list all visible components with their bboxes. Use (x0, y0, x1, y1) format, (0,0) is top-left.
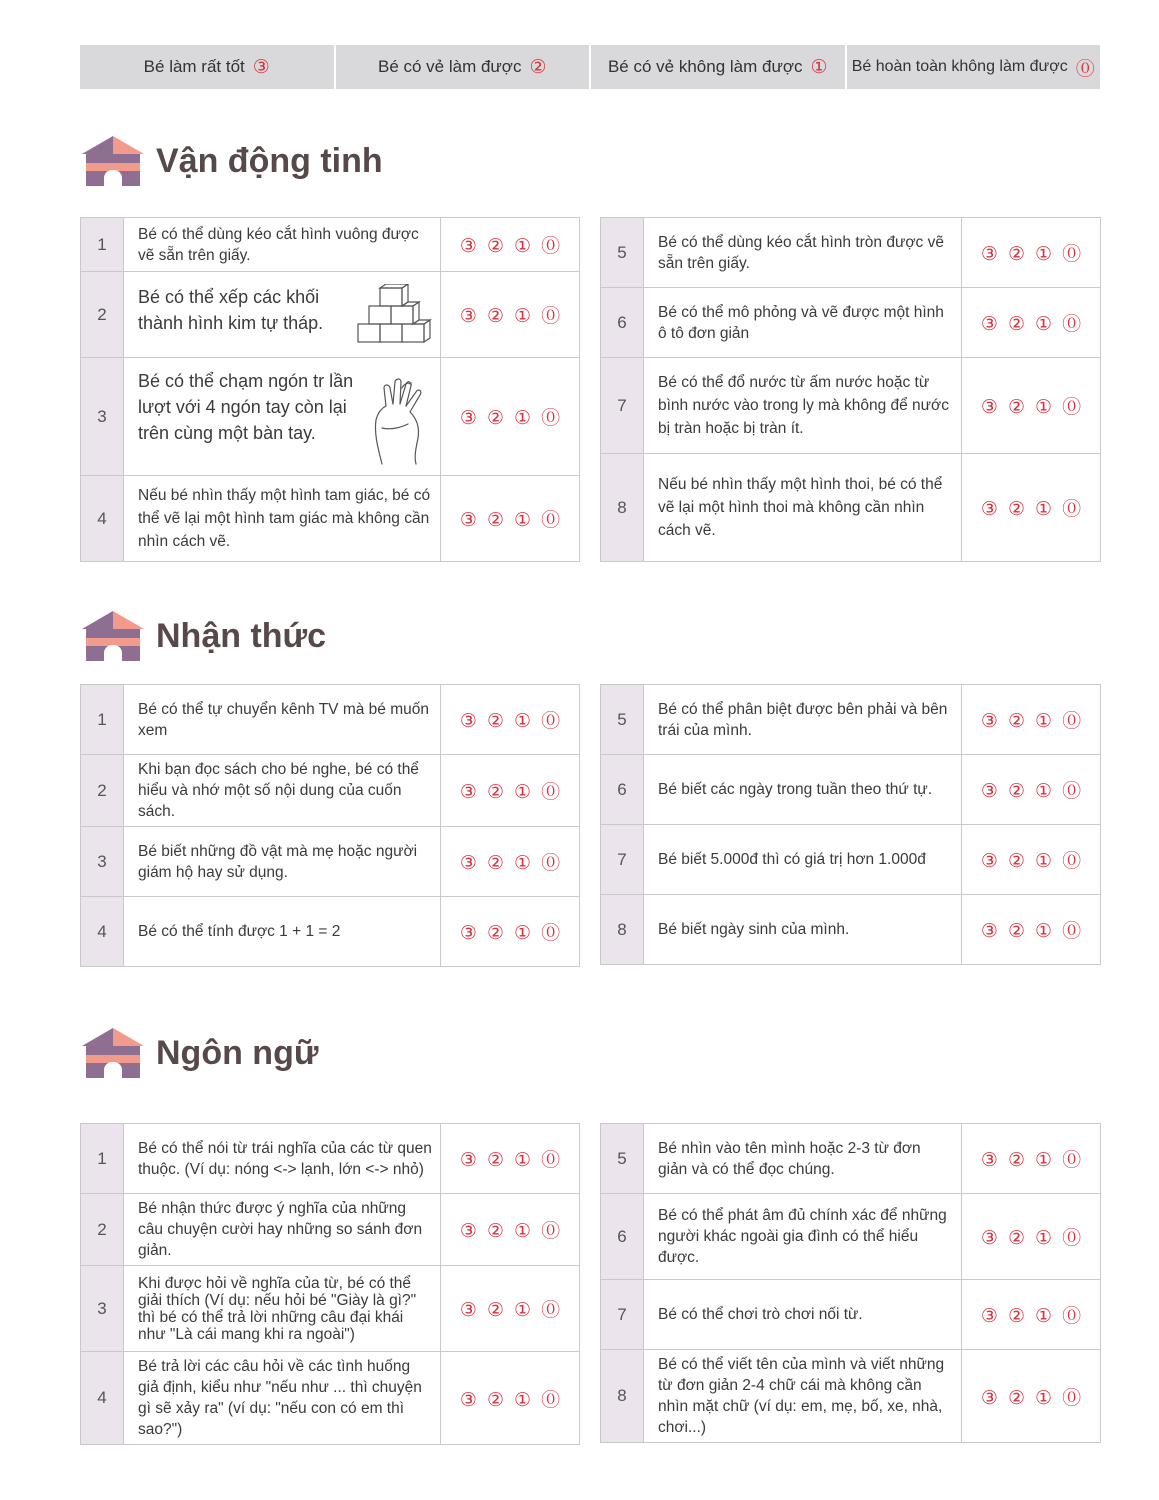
score-options[interactable] (962, 825, 1101, 895)
score-3-option[interactable]: ③ (980, 1306, 998, 1327)
item-number: 5 (601, 685, 644, 755)
score-3-option[interactable]: ③ (459, 510, 477, 531)
item-text: Bé có thể viết tên của mình và viết những từ đơn giản 2-4 chữ cái mà không cần nhìn mặt chữ (ví dụ: em, mẹ, bố, xe, nhà, chơi...) (644, 1350, 962, 1443)
table-row (81, 358, 580, 476)
legend-item-3: Bé làm rất tốt ③ (80, 45, 336, 89)
score-2-option[interactable]: ② (486, 853, 505, 874)
score-3-option[interactable]: ③ (980, 397, 998, 418)
score-0-option[interactable]: ⓪ (1062, 1228, 1082, 1249)
score-0-option[interactable]: ⓪ (1062, 781, 1082, 802)
table-row (601, 288, 1101, 358)
score-1-option[interactable]: ① (1035, 851, 1053, 872)
score-0-option[interactable]: ⓪ (1062, 711, 1082, 732)
score-3-option[interactable]: ③ (980, 1228, 998, 1249)
score-1-option[interactable]: ① (1035, 244, 1053, 265)
item-text: Bé biết 5.000đ thì có giá trị hơn 1.000đ (644, 825, 962, 895)
item-number: 7 (601, 358, 644, 454)
score-1-option[interactable]: ① (514, 510, 532, 531)
score-0-option[interactable]: ⓪ (1062, 499, 1082, 520)
section-heading-fine-motor (80, 131, 383, 191)
score-options[interactable] (441, 272, 580, 358)
cognition-table-right (600, 684, 1101, 965)
score-3-option[interactable]: ③ (980, 781, 998, 802)
section-heading-language (80, 1023, 318, 1083)
score-options[interactable] (441, 476, 580, 562)
table-row (601, 454, 1101, 562)
table-row (601, 218, 1101, 288)
item-text: Bé có thể xếp các khối thành hình kim tự tháp. (124, 272, 441, 358)
item-text: Khi bạn đọc sách cho bé nghe, bé có thể hiểu và nhớ một số nội dung của cuốn sách. (124, 755, 441, 827)
section-title: Vận động tinh (156, 141, 383, 180)
score-2-option[interactable]: ② (486, 510, 505, 531)
score-1-option[interactable]: ① (1035, 314, 1053, 335)
item-text: Bé nhận thức được ý nghĩa của những câu chuyện cười hay những so sánh đơn giản. (124, 1194, 441, 1266)
score-options[interactable] (962, 218, 1101, 288)
score-2-option[interactable]: ② (486, 923, 505, 944)
item-number: 6 (601, 288, 644, 358)
score-3-option[interactable]: ③ (980, 1387, 998, 1409)
item-number: 2 (81, 272, 124, 358)
table-row (601, 1280, 1101, 1350)
score-options[interactable] (962, 454, 1101, 562)
score-0-option[interactable]: ⓪ (1062, 1387, 1082, 1409)
score-options[interactable] (962, 288, 1101, 358)
item-text: Bé có thể phân biệt được bên phải và bên trái của mình. (644, 685, 962, 755)
house-icon (80, 134, 146, 188)
item-number: 7 (601, 1280, 644, 1350)
score-0-option[interactable]: ⓪ (1062, 1150, 1082, 1171)
house-icon (80, 609, 146, 663)
cognition-table-left (80, 684, 580, 967)
item-text: Nếu bé nhìn thấy một hình tam giác, bé có thể vẽ lại một hình tam giác mà không cần nhìn cách vẽ. (124, 476, 441, 562)
score-1-option[interactable]: ① (1035, 711, 1053, 732)
section-title: Nhận thức (156, 616, 327, 655)
score-0-option[interactable]: ⓪ (541, 1221, 561, 1242)
table-row (601, 358, 1101, 454)
score-1-option[interactable]: ① (1035, 1228, 1053, 1249)
score-options[interactable] (962, 1280, 1101, 1350)
item-number: 1 (81, 218, 124, 272)
item-number: 2 (81, 1194, 124, 1266)
score-1-option[interactable]: ① (514, 853, 532, 874)
score-3-option[interactable]: ③ (459, 408, 477, 429)
score-legend (80, 45, 1100, 89)
item-number: 6 (601, 1194, 644, 1280)
score-options[interactable] (441, 827, 580, 897)
item-text: Bé có thể tính được 1 + 1 = 2 (124, 897, 441, 967)
legend-item-1: Bé có vẻ không làm được ① (591, 45, 847, 89)
score-2-option[interactable]: ② (486, 236, 505, 257)
score-1-option[interactable]: ① (514, 1150, 532, 1171)
score-0-option[interactable]: ⓪ (1062, 244, 1082, 265)
item-number: 3 (81, 827, 124, 897)
score-1-option[interactable]: ① (1035, 499, 1053, 520)
table-row (81, 897, 580, 967)
score-3-option[interactable]: ③ (980, 244, 998, 265)
item-number: 4 (81, 897, 124, 967)
score-1-option[interactable]: ① (514, 711, 532, 732)
score-0-option[interactable]: ⓪ (541, 782, 561, 803)
score-0-option[interactable]: ⓪ (541, 853, 561, 874)
item-number: 8 (601, 895, 644, 965)
score-3-option[interactable]: ③ (980, 711, 998, 732)
score-0-option[interactable]: ⓪ (541, 510, 561, 531)
score-0-option[interactable]: ⓪ (541, 923, 561, 944)
score-3-option[interactable]: ③ (980, 499, 998, 520)
pyramid-blocks-icon (356, 284, 432, 346)
score-3-option[interactable]: ③ (459, 853, 477, 874)
item-text: Bé biết các ngày trong tuần theo thứ tự. (644, 755, 962, 825)
table-row (601, 1194, 1101, 1280)
score-0-option[interactable]: ⓪ (1062, 314, 1082, 335)
score-3-option[interactable]: ③ (459, 1150, 477, 1171)
score-options[interactable] (441, 755, 580, 827)
score-3-option[interactable]: ③ (459, 306, 477, 327)
score-0-option[interactable]: ⓪ (1062, 921, 1082, 942)
table-row (81, 1352, 580, 1445)
score-options[interactable] (441, 1124, 580, 1194)
score-2-option[interactable]: ② (1007, 499, 1026, 520)
item-number: 4 (81, 1352, 124, 1445)
score-0-option[interactable]: ⓪ (541, 1300, 561, 1321)
score-3-option[interactable]: ③ (459, 1221, 477, 1242)
score-options[interactable] (441, 218, 580, 272)
score-3-option[interactable]: ③ (459, 1389, 477, 1411)
item-number: 7 (601, 825, 644, 895)
fine-motor-table-left (80, 217, 580, 562)
item-text: Bé có thể đổ nước từ ấm nước hoặc từ bình nước vào trong ly mà không để nước bị tràn hoặc bị tràn ít. (644, 358, 962, 454)
score-2-option[interactable]: ② (1007, 244, 1026, 265)
score-3-option[interactable]: ③ (459, 782, 477, 803)
item-text: Bé có thể chơi trò chơi nối từ. (644, 1280, 962, 1350)
score-3-option[interactable]: ③ (980, 314, 998, 335)
score-2-option[interactable]: ② (1007, 1228, 1026, 1249)
table-row (81, 1124, 580, 1194)
score-3-option[interactable]: ③ (980, 921, 998, 942)
score-1-option[interactable]: ① (514, 408, 532, 429)
score-2-option[interactable]: ② (1007, 921, 1026, 942)
score-0-option[interactable]: ⓪ (541, 711, 561, 732)
score-3-option[interactable]: ③ (459, 711, 477, 732)
score-options[interactable] (962, 1350, 1101, 1443)
score-2-option[interactable]: ② (1007, 851, 1026, 872)
score-1-option[interactable]: ① (514, 923, 532, 944)
score-options[interactable] (441, 685, 580, 755)
score-options[interactable] (441, 1266, 580, 1352)
score-0-option[interactable]: ⓪ (1062, 397, 1082, 418)
score-options[interactable] (962, 895, 1101, 965)
table-row (601, 825, 1101, 895)
score-2-option[interactable]: ② (486, 306, 505, 327)
score-2-option[interactable]: ② (1007, 1306, 1026, 1327)
item-text: Bé có thể dùng kéo cắt hình tròn được vẽ sẵn trên giấy. (644, 218, 962, 288)
item-text: Bé có thể mô phỏng và vẽ được một hình ô tô đơn giản (644, 288, 962, 358)
score-2-option[interactable]: ② (486, 1389, 505, 1411)
item-number: 5 (601, 218, 644, 288)
item-number: 3 (81, 1266, 124, 1352)
score-options[interactable] (441, 897, 580, 967)
item-number: 1 (81, 1124, 124, 1194)
score-0-option[interactable]: ⓪ (1062, 1306, 1082, 1327)
item-number: 8 (601, 1350, 644, 1443)
item-text: Bé có thể dùng kéo cắt hình vuông được vẽ sẵn trên giấy. (124, 218, 441, 272)
score-3-option[interactable]: ③ (459, 236, 477, 257)
legend-item-2: Bé có vẻ làm được ② (336, 45, 592, 89)
fine-motor-table-right (600, 217, 1101, 562)
score-1-option[interactable]: ① (1035, 1306, 1053, 1327)
score-3-option[interactable]: ③ (980, 1150, 998, 1171)
score-2-option[interactable]: ② (1007, 314, 1026, 335)
section-title: Ngôn ngữ (156, 1033, 319, 1072)
score-1-option[interactable]: ① (514, 1300, 532, 1321)
table-row (601, 1124, 1101, 1194)
score-2-option[interactable]: ② (1007, 1150, 1026, 1171)
table-row (601, 685, 1101, 755)
item-number: 1 (81, 685, 124, 755)
score-2-option[interactable]: ② (486, 1300, 505, 1321)
score-2-option[interactable]: ② (1007, 1387, 1026, 1409)
score-3-icon: ③ (252, 56, 270, 78)
score-2-icon: ② (529, 56, 547, 78)
score-2-option[interactable]: ② (1007, 711, 1026, 732)
item-text: Bé có thể tự chuyển kênh TV mà bé muốn xem (124, 685, 441, 755)
table-row (601, 755, 1101, 825)
score-2-option[interactable]: ② (486, 711, 505, 732)
legend-item-0: Bé hoàn toàn không làm được ⓪ (847, 45, 1101, 89)
language-table-right (600, 1123, 1101, 1443)
item-number: 3 (81, 358, 124, 476)
score-options[interactable] (441, 358, 580, 476)
house-icon (80, 1026, 146, 1080)
score-1-option[interactable]: ① (1035, 921, 1053, 942)
score-0-option[interactable]: ⓪ (1062, 851, 1082, 872)
item-number: 6 (601, 755, 644, 825)
score-2-option[interactable]: ② (486, 1150, 505, 1171)
hand-fingers-icon (368, 368, 432, 466)
score-1-option[interactable]: ① (514, 1389, 532, 1411)
score-2-option[interactable]: ② (486, 1221, 505, 1242)
score-options[interactable] (962, 1194, 1101, 1280)
table-row (81, 827, 580, 897)
item-text: Khi được hỏi về nghĩa của từ, bé có thể giải thích (Ví dụ: nếu hỏi bé "Giày là gì?" thì bé có thể trả lời những câu đại khái như "Là cái mang khi ra ngoài") (124, 1266, 441, 1352)
item-text: Bé biết ngày sinh của mình. (644, 895, 962, 965)
item-number: 8 (601, 454, 644, 562)
score-1-option[interactable]: ① (1035, 397, 1053, 418)
item-text: Bé có thể chạm ngón tr lần lượt với 4 ngón tay còn lại trên cùng một bàn tay. (124, 358, 441, 476)
score-2-option[interactable]: ② (1007, 781, 1026, 802)
score-0-option[interactable]: ⓪ (541, 408, 561, 429)
score-options[interactable] (962, 755, 1101, 825)
score-2-option[interactable]: ② (486, 408, 505, 429)
score-1-option[interactable]: ① (514, 1221, 532, 1242)
score-1-icon: ① (810, 56, 828, 78)
item-number: 2 (81, 755, 124, 827)
item-number: 4 (81, 476, 124, 562)
table-row (81, 755, 580, 827)
item-number: 5 (601, 1124, 644, 1194)
score-options[interactable] (962, 1124, 1101, 1194)
language-table-left (80, 1123, 580, 1445)
section-heading-cognition (80, 606, 326, 666)
score-options[interactable] (962, 685, 1101, 755)
score-1-option[interactable]: ① (1035, 1150, 1053, 1171)
score-3-option[interactable]: ③ (459, 1300, 477, 1321)
item-text: Bé biết những đồ vật mà mẹ hoặc người giám hộ hay sử dụng. (124, 827, 441, 897)
score-0-icon: ⓪ (1075, 58, 1095, 80)
item-text: Bé nhìn vào tên mình hoặc 2-3 từ đơn giản và có thể đọc chúng. (644, 1124, 962, 1194)
score-options[interactable] (441, 1194, 580, 1266)
score-2-option[interactable]: ② (486, 782, 505, 803)
item-text: Bé có thể phát âm đủ chính xác để những người khác ngoài gia đình có thể hiểu được. (644, 1194, 962, 1280)
table-row (81, 476, 580, 562)
score-0-option[interactable]: ⓪ (541, 236, 561, 257)
score-options[interactable] (962, 358, 1101, 454)
score-0-option[interactable]: ⓪ (541, 1150, 561, 1171)
score-3-option[interactable]: ③ (459, 923, 477, 944)
item-text: Bé trả lời các câu hỏi về các tình huống giả định, kiểu như "nếu như ... thì chuyện gì sẽ xảy ra" (ví dụ: "nếu con có em thì sao?") (124, 1352, 441, 1445)
score-1-option[interactable]: ① (1035, 1387, 1053, 1409)
table-row (601, 895, 1101, 965)
score-1-option[interactable]: ① (514, 306, 532, 327)
score-1-option[interactable]: ① (514, 236, 532, 257)
table-row (81, 272, 580, 358)
score-1-option[interactable]: ① (1035, 781, 1053, 802)
score-2-option[interactable]: ② (1007, 397, 1026, 418)
table-row (81, 1266, 580, 1352)
table-row (601, 1350, 1101, 1443)
item-text: Nếu bé nhìn thấy một hình thoi, bé có thể vẽ lại một hình thoi mà không cần nhìn cách vẽ. (644, 454, 962, 562)
item-text: Bé có thể nói từ trái nghĩa của các từ quen thuộc. (Ví dụ: nóng <-> lạnh, lớn <-> nhỏ) (124, 1124, 441, 1194)
table-row (81, 1194, 580, 1266)
table-row (81, 218, 580, 272)
score-3-option[interactable]: ③ (980, 851, 998, 872)
score-1-option[interactable]: ① (514, 782, 532, 803)
score-0-option[interactable]: ⓪ (541, 306, 561, 327)
score-0-option[interactable]: ⓪ (541, 1389, 561, 1411)
score-options[interactable] (441, 1352, 580, 1445)
table-row (81, 685, 580, 755)
